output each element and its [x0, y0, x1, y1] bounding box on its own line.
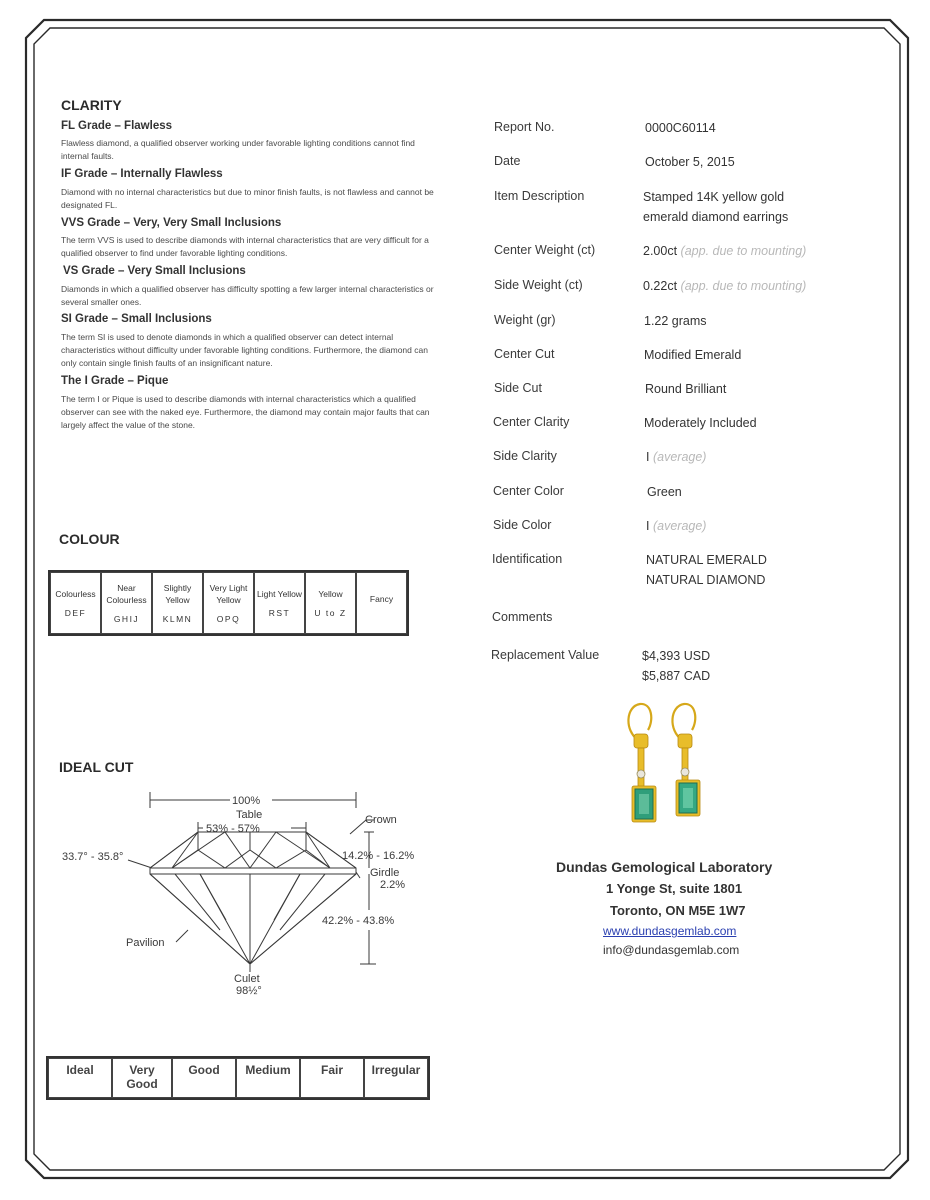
report-row-value	[645, 118, 716, 138]
report-row-value	[646, 447, 706, 467]
lab-address-line2: Toronto, ON M5E 1W7	[610, 903, 746, 918]
cut-grade-cell: Ideal	[48, 1058, 112, 1098]
report-row-label: Side Color	[493, 518, 552, 532]
diagram-girdle-pct: 2.2%	[380, 879, 406, 891]
colour-cell-code: DEF	[64, 608, 87, 618]
clarity-grade-title: SI Grade – Small Inclusions	[61, 313, 212, 325]
lab-website-link[interactable]: www.dundasgemlab.com	[603, 924, 737, 938]
report-row-label: Weight (gr)	[494, 313, 556, 327]
cut-grade-cell: Irregular	[364, 1058, 428, 1098]
report-row-value	[644, 413, 757, 433]
colour-cell-code: KLMN	[162, 614, 193, 624]
report-value-line: Round Brilliant	[645, 382, 727, 396]
report-row-label: Side Cut	[494, 381, 542, 395]
report-value-line: I (average)	[646, 450, 707, 464]
colour-cell	[356, 572, 407, 634]
diagram-culet-angle: 98½°	[236, 985, 262, 997]
colour-heading: COLOUR	[59, 531, 120, 547]
report-value-note: (app. due to mounting)	[680, 244, 807, 258]
clarity-grade-desc: The term SI is used to denote diamonds in which a qualified observer can detect internal characteristics without difficulty under favorable lighting conditions. Furthermore, the diamond can only contain single finish faults of an insignificant nature.	[61, 332, 428, 368]
diagram-table-pct: 53% - 57%	[206, 823, 260, 835]
clarity-grade-title: VS Grade – Very Small Inclusions	[63, 265, 246, 277]
ideal-cut-heading: IDEAL CUT	[59, 759, 134, 775]
report-row-label: Side Clarity	[493, 449, 557, 463]
cut-grade-cell: Medium	[236, 1058, 300, 1098]
lab-email: info@dundasgemlab.com	[603, 943, 740, 957]
colour-cell-code: RST	[268, 608, 291, 618]
colour-cell-name: Slightly Yellow	[163, 583, 192, 605]
colour-cell	[305, 572, 356, 634]
report-value-line: $5,887 CAD	[642, 669, 711, 683]
colour-cell	[50, 572, 101, 634]
report-value-line: $4,393 USD	[642, 649, 711, 663]
report-row-value	[644, 311, 707, 331]
colour-cell-name: Yellow	[318, 589, 343, 599]
report-row-value	[646, 550, 767, 590]
colour-cell-code: GHIJ	[113, 614, 140, 624]
report-value-line: 0.22ct (app. due to mounting)	[643, 279, 807, 293]
colour-cell	[152, 572, 203, 634]
diagram-table-label: Table	[236, 809, 263, 821]
report-value-line: I (average)	[646, 519, 707, 533]
clarity-grade-desc: Flawless diamond, a qualified observer working under favorable lighting conditions cannot find internal faults.	[61, 138, 415, 161]
diagram-culet-label: Culet	[234, 973, 260, 985]
report-value-line: Moderately Included	[644, 416, 757, 430]
diagram-crown-angle: 33.7° - 35.8°	[62, 851, 124, 863]
colour-scale-table	[48, 570, 409, 636]
clarity-grade-title: VVS Grade – Very, Very Small Inclusions	[61, 217, 282, 229]
report-row-value	[644, 345, 741, 365]
clarity-grade-desc: Diamonds in which a qualified observer has difficulty spotting a few larger internal characteristics or several smaller ones.	[61, 284, 434, 307]
report-row-label: Center Clarity	[493, 415, 570, 429]
report-row-label: Date	[494, 154, 521, 168]
report-value-line: NATURAL DIAMOND	[646, 573, 766, 587]
cut-grade-cell: Very Good	[112, 1058, 172, 1098]
report-row-label: Comments	[492, 610, 553, 624]
report-row-label: Identification	[492, 552, 563, 566]
report-row-value	[645, 152, 735, 172]
diamond-proportion-diagram	[50, 780, 430, 1000]
diagram-girdle-label: Girdle	[370, 867, 400, 879]
colour-cell	[254, 572, 305, 634]
colour-cell-name: Colourless	[55, 589, 96, 599]
report-value-line: 1.22 grams	[644, 314, 707, 328]
report-row-value	[643, 241, 806, 261]
report-row-label: Replacement Value	[491, 648, 600, 662]
colour-cell-code: OPQ	[216, 614, 241, 624]
report-row-value	[645, 379, 726, 399]
lab-name: Dundas Gemological Laboratory	[556, 859, 773, 875]
diagram-total-label: 100%	[232, 795, 261, 807]
report-value-note: (app. due to mounting)	[680, 279, 807, 293]
colour-cell-code: U to Z	[314, 608, 347, 618]
report-row-value	[642, 646, 710, 686]
report-value-line: 2.00ct (app. due to mounting)	[643, 244, 807, 258]
colour-cell	[101, 572, 152, 634]
clarity-grade-desc: Diamond with no internal characteristics but due to minor finish faults, is not flawless and cannot be designated FL.	[61, 187, 434, 210]
lab-address-line1: 1 Yonge St, suite 1801	[606, 881, 743, 896]
report-row-label: Item Description	[494, 189, 585, 203]
report-row-label: Center Weight (ct)	[494, 243, 596, 257]
report-row-value	[643, 276, 806, 296]
report-value-line: Green	[647, 485, 682, 499]
cut-grade-table	[46, 1056, 430, 1100]
report-row-value	[647, 482, 682, 502]
clarity-grade-desc: The term I or Pique is used to describe diamonds with internal characteristics which a qualified observer can see with the naked eye. Furthermore, the diamond may contain major faults that can largely affect the value of the stone.	[61, 394, 430, 430]
cut-grade-cell: Fair	[300, 1058, 364, 1098]
report-row-label: Center Cut	[494, 347, 555, 361]
diagram-crown-pct: 14.2% - 16.2%	[342, 850, 415, 862]
diagram-crown-label: Crown	[365, 814, 397, 826]
report-value-note: (average)	[652, 519, 707, 533]
report-row-value	[646, 516, 706, 536]
colour-cell	[203, 572, 254, 634]
diagram-pavilion-pct: 42.2% - 43.8%	[322, 915, 395, 927]
clarity-grade-title: IF Grade – Internally Flawless	[61, 168, 223, 180]
clarity-grade-desc: The term VVS is used to describe diamonds with internal characteristics that are very difficult for a qualified observer to find under favorable lighting conditions.	[61, 235, 429, 258]
report-value-line: Modified Emerald	[644, 348, 742, 362]
clarity-heading: CLARITY	[61, 97, 122, 113]
earrings-photo	[620, 700, 730, 840]
diagram-pavilion-label: Pavilion	[126, 937, 165, 949]
report-row-value	[643, 187, 788, 227]
cut-grade-cell: Good	[172, 1058, 236, 1098]
colour-cell-name: Light Yellow	[257, 589, 302, 599]
report-value-line: emerald diamond earrings	[643, 210, 789, 224]
colour-cell-name: Fancy	[369, 594, 394, 604]
report-row-label: Center Color	[493, 484, 564, 498]
report-row-label: Side Weight (ct)	[494, 278, 583, 292]
report-value-note: (average)	[652, 450, 707, 464]
report-row-label: Report No.	[494, 120, 555, 134]
report-value-line: October 5, 2015	[645, 155, 735, 169]
report-value-line: 0000C60114	[645, 121, 716, 135]
report-value-line: NATURAL EMERALD	[646, 553, 767, 567]
colour-cell-name: Near Colourless	[106, 583, 147, 605]
clarity-grade-title: FL Grade – Flawless	[61, 120, 173, 132]
clarity-grade-title: The I Grade – Pique	[61, 375, 169, 387]
colour-cell-name: Very Light Yellow	[209, 583, 248, 605]
report-value-line: Stamped 14K yellow gold	[643, 190, 785, 204]
